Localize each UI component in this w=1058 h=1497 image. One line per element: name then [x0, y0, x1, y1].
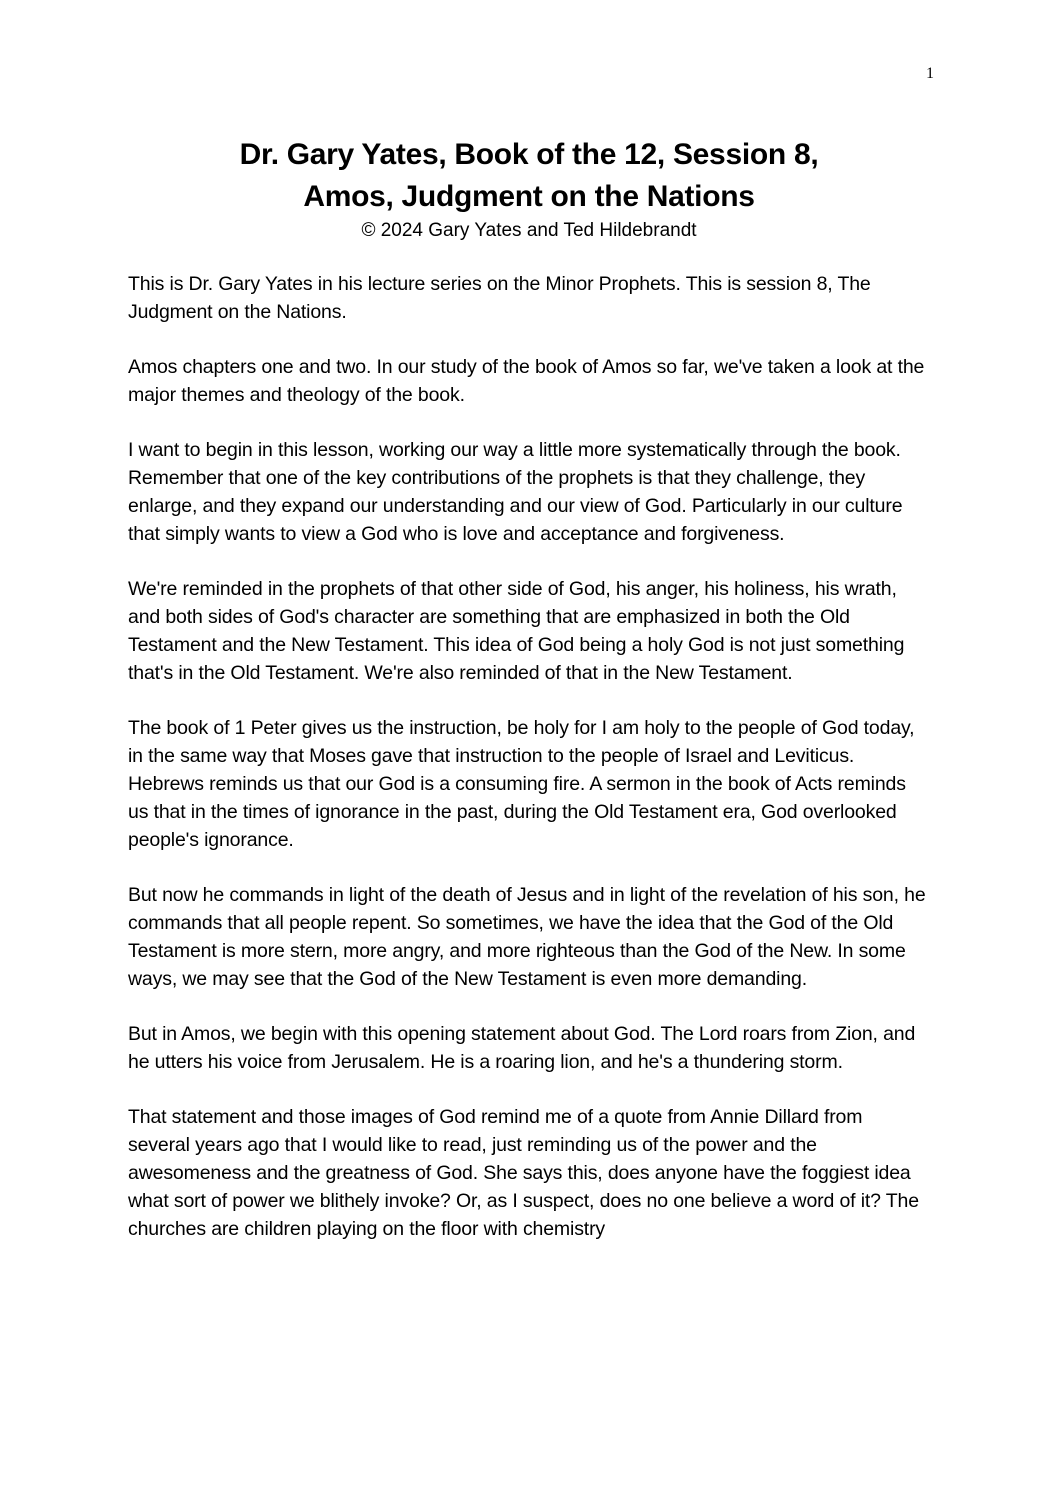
document-title-line-1: Dr. Gary Yates, Book of the 12, Session 8,	[239, 138, 819, 171]
paragraph-7: But in Amos, we begin with this opening statement about God. The Lord roars from Zion, and he utters his voice from Jerusalem. He is a roaring lion, and he's a thundering storm.	[128, 1023, 916, 1073]
document-title-line-2: Amos, Judgment on the Nations	[303, 180, 755, 213]
page-number: 1	[926, 65, 934, 82]
paragraph-1: This is Dr. Gary Yates in his lecture series on the Minor Prophets. This is session 8, The Judgment on the Nations.	[128, 273, 871, 323]
copyright-notice: © 2024 Gary Yates and Ted Hildebrandt	[361, 220, 697, 241]
document-header	[100, 134, 958, 244]
paragraph-8: That statement and those images of God remind me of a quote from Annie Dillard from several years ago that I would like to read, just reminding us of the power and the awesomeness and the greatness of God. She says this, does anyone have the foggiest idea what sort of power we blithely invoke? Or, as I suspect, does no one believe a word of it? The churches are children playing on the floor with chemistry	[128, 1106, 919, 1240]
paragraph-5: The book of 1 Peter gives us the instruction, be holy for I am holy to the people of God today, in the same way that Moses gave that instruction to the people of Israel and Leviticus. Hebrews reminds us that our God is a consuming fire. A sermon in the book of Acts reminds us that in the times of ignorance in the past, during the Old Testament era, God overlooked people's ignorance.	[128, 717, 915, 851]
document-body	[128, 270, 928, 1270]
paragraph-4: We're reminded in the prophets of that other side of God, his anger, his holiness, his wrath, and both sides of God's character are something that are emphasized in both the Old Testament and the New Testament. This idea of God being a holy God is not just something that's in the Old Testament. We're also reminded of that in the New Testament.	[128, 578, 905, 684]
paragraph-6: But now he commands in light of the death of Jesus and in light of the revelation of his son, he commands that all people repent. So sometimes, we have the idea that the God of the Old Testament is more stern, more angry, and more righteous than the God of the New. In some ways, we may see that the God of the New Testament is even more demanding.	[128, 884, 926, 990]
paragraph-2: Amos chapters one and two. In our study of the book of Amos so far, we've taken a look at the major themes and theology of the book.	[128, 356, 925, 406]
paragraph-3: I want to begin in this lesson, working our way a little more systematically through the book. Remember that one of the key contributions of the prophets is that they challenge, they enlarge, and they expand our understanding and our view of God. Particularly in our culture that simply wants to view a God who is love and acceptance and forgiveness.	[128, 439, 903, 545]
